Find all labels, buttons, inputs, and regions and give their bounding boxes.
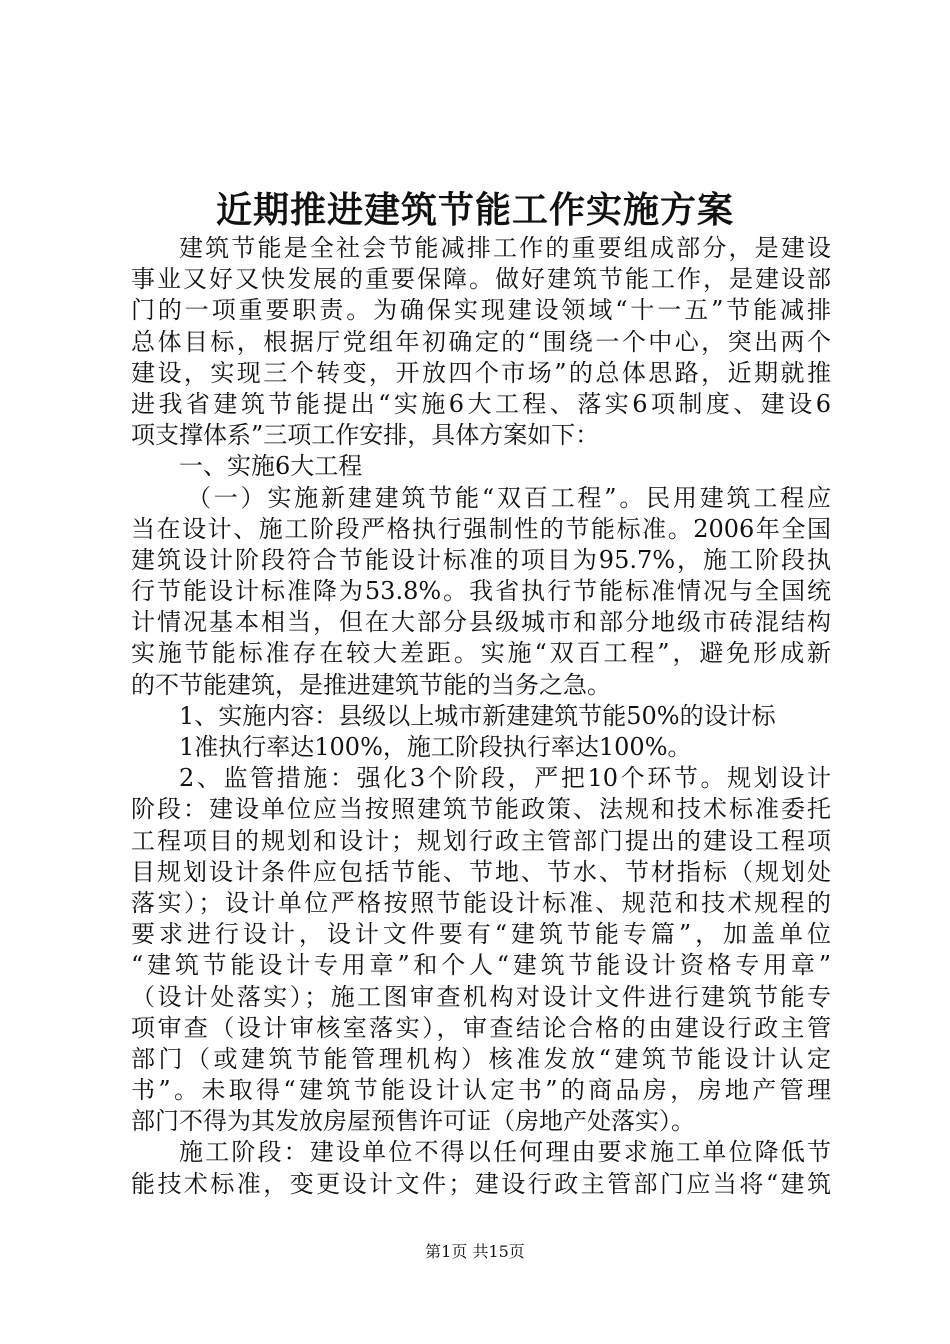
paragraph-line: 项支撑体系”三项工作安排，具体方案如下： [131,421,600,450]
paragraph-line: 事业又好又快发展的重要保障。做好建筑节能工作，是建设部 [131,265,831,294]
paragraph-line: 要求进行设计，设计文件要有“建筑节能专篇”，加盖单位 [131,920,831,949]
paragraph-line: 1准执行率达100%，施工阶段执行率达100%。 [179,733,692,761]
section-heading: 一、实施6大工程 [179,452,363,481]
paragraph-line: 建设，实现三个转变，开放四个市场”的总体思路，近期就推 [131,358,831,387]
paragraph-line: 书”。未取得“建筑节能设计认定书”的商品房，房地产管理 [131,1076,831,1105]
paragraph-line: “建筑节能设计专用章”和个人“建筑节能设计资格专用章” [131,951,831,980]
document-title: 近期推进建筑节能工作实施方案 [215,189,734,231]
paragraph-line: 阶段：建设单位应当按照建筑节能政策、法规和技术标准委托 [131,795,831,824]
paragraph-line: 建筑节能是全社会节能减排工作的重要组成部分，是建设 [179,234,831,262]
paragraph-line: 2、监管措施：强化3个阶段，严把10个环节。规划设计 [179,764,831,793]
paragraph-line: 工程项目的规划和设计；规划行政主管部门提出的建设工程项 [131,826,831,855]
paragraph-line: 项审查（设计审核室落实），审查结论合格的由建设行政主管 [131,1013,831,1042]
paragraph-line: （一）实施新建建筑节能“双百工程”。民用建筑工程应 [187,483,831,512]
paragraph-line: 目规划设计条件应包括节能、节地、节水、节材指标（规划处 [131,857,831,886]
paragraph-line: 实施节能标准存在较大差距。实施“双百工程”，避免形成新 [131,639,831,668]
paragraph-line: 计情况基本相当，但在大部分县级城市和部分地级市砖混结构 [131,608,831,637]
paragraph-line: 的不节能建筑，是推进建筑节能的当务之急。 [131,670,611,699]
paragraph-line: 落实）；设计单位严格按照节能设计标准、规范和技术规程的 [131,888,831,917]
paragraph-line: 总体目标，根据厅党组年初确定的“围绕一个中心，突出两个 [131,327,831,356]
paragraph-line: 部门不得为其发放房屋预售许可证（房地产处落实）。 [131,1107,695,1136]
paragraph-line: 部门（或建筑节能管理机构）核准发放“建筑节能设计认定 [131,1044,831,1073]
paragraph-line: 进我省建筑节能提出“实施6大工程、落实6项制度、建设6 [131,389,831,418]
page-footer: 第1页 共15页 [425,1242,525,1261]
paragraph-line: 能技术标准，变更设计文件；建设行政主管部门应当将“建筑 [131,1169,831,1198]
paragraph-line: 施工阶段：建设单位不得以任何理由要求施工单位降低节 [179,1138,831,1167]
paragraph-line: （设计处落实）；施工图审查机构对设计文件进行建筑节能专 [131,982,831,1011]
paragraph-line: 建筑设计阶段符合节能设计标准的项目为95.7%，施工阶段执 [131,545,831,574]
paragraph-line: 行节能设计标准降为53.8%。我省执行节能标准情况与全国统 [131,577,831,606]
document-body [131,233,831,1200]
paragraph-line: 当在设计、施工阶段严格执行强制性的节能标准。2006年全国 [131,514,831,543]
paragraph-line: 1、实施内容：县级以上城市新建建筑节能50%的设计标 [179,701,776,730]
paragraph-line: 门的一项重要职责。为确保实现建设领域“十一五”节能减排 [131,296,831,325]
